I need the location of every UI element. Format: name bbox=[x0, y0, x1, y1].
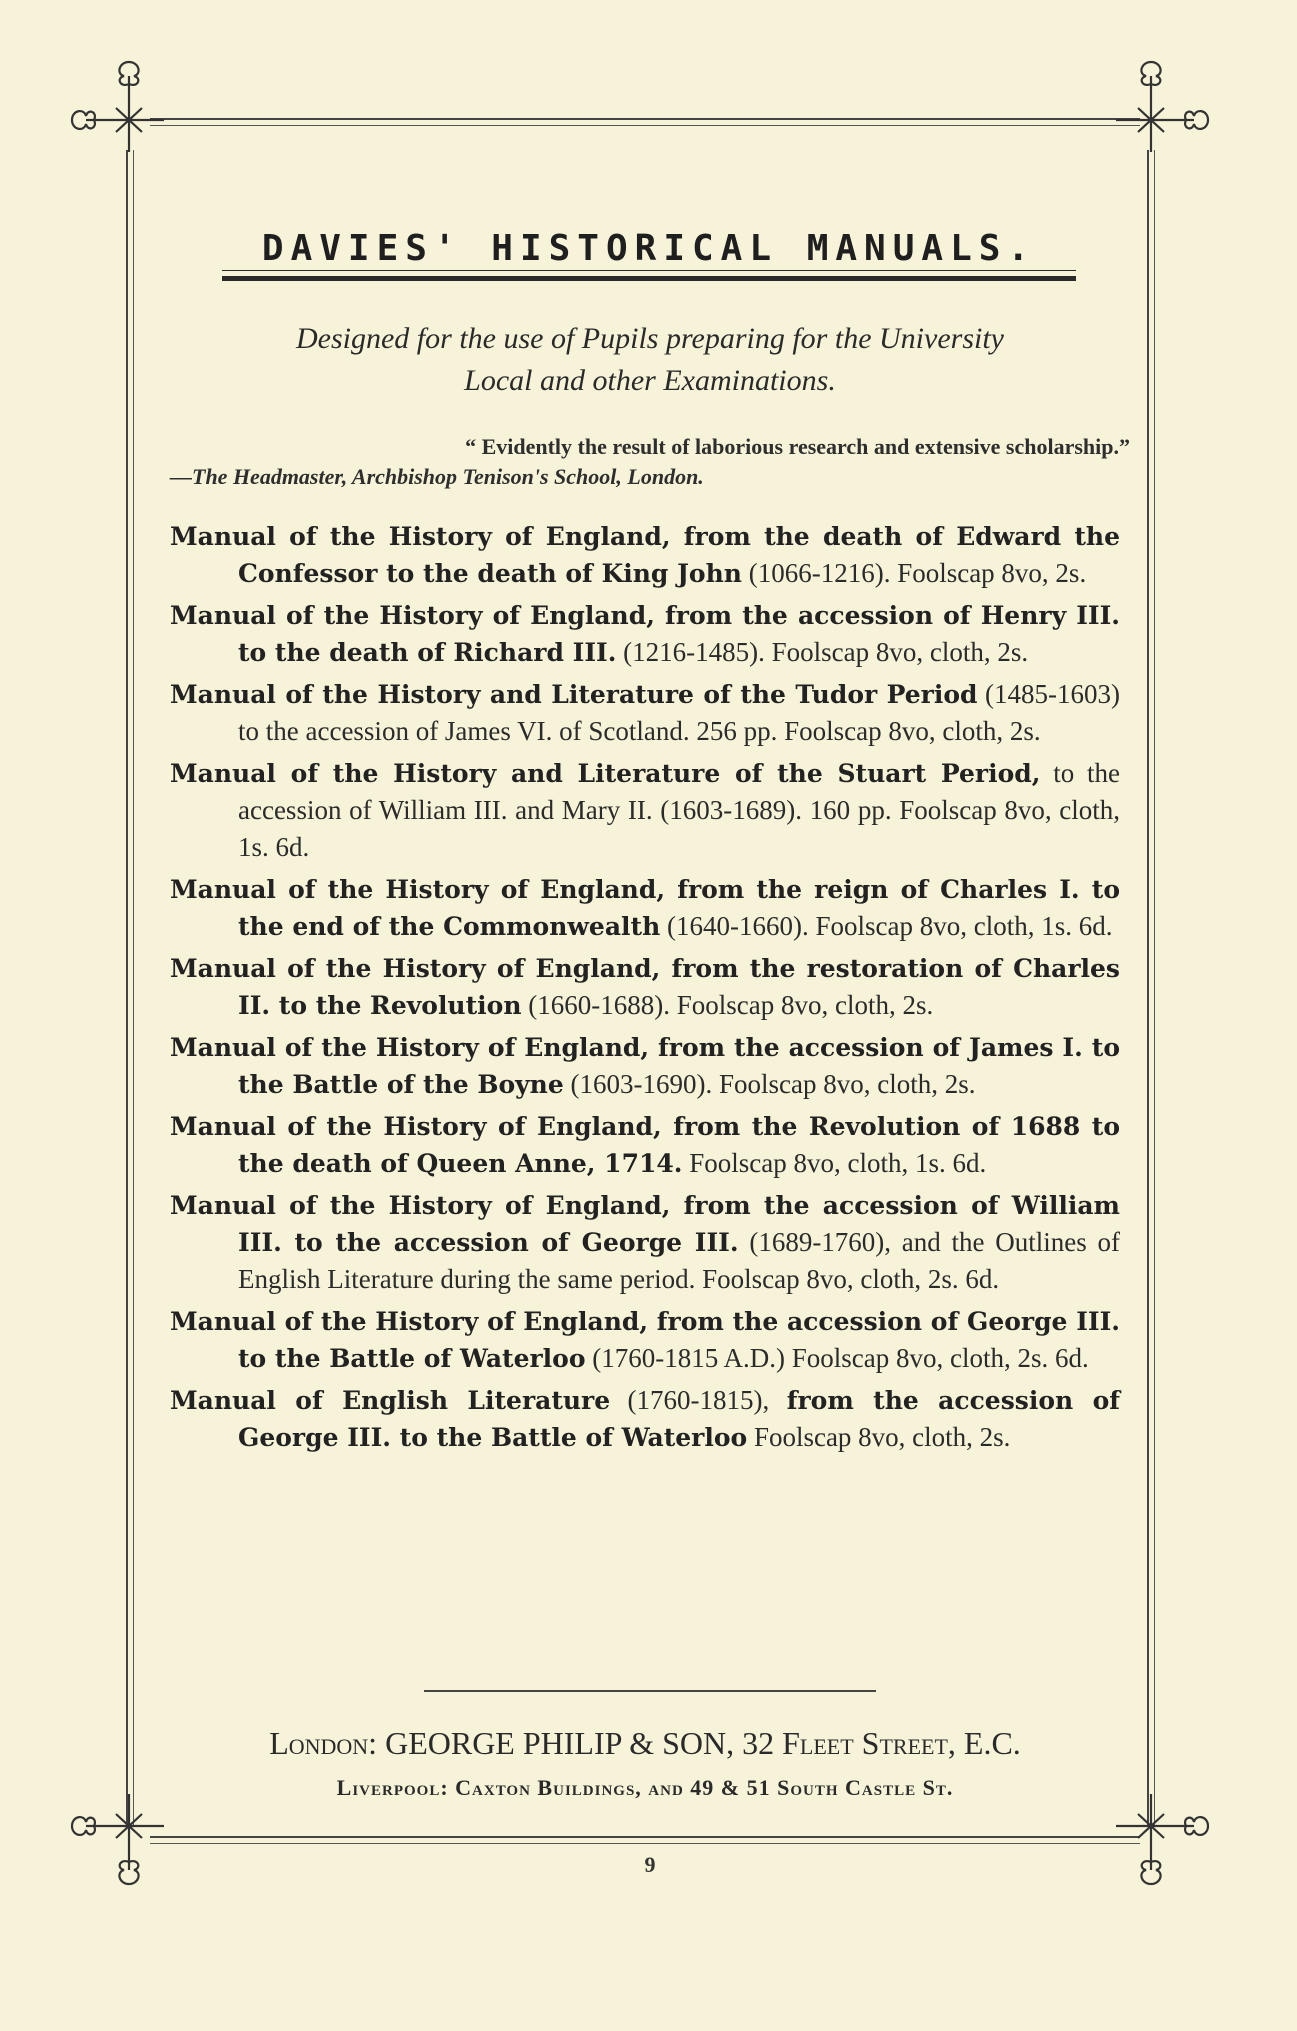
list-item bbox=[170, 871, 1120, 945]
publisher-imprint bbox=[160, 1725, 1130, 1762]
entry-details: (1660-1688). Foolscap 8vo, cloth, 2s. bbox=[521, 990, 934, 1020]
fleuron-corner-ornament-icon bbox=[64, 52, 174, 162]
entry-details: (1760-1815), bbox=[610, 1385, 787, 1415]
entry-title: Manual of the History and Literature of the Tudor Period bbox=[170, 680, 978, 709]
separator-rule bbox=[424, 1690, 876, 1692]
testimonial-attribution: —The Headmaster, Archbishop Tenison's School, London. bbox=[170, 464, 704, 489]
entry-title: Manual of the History of England, from the death of Edward the Confessor to the death of King John bbox=[170, 522, 1120, 588]
entry-title: Manual of the History of England, from the Revolution of 1688 to the death of Queen Anne, 1714. bbox=[170, 1112, 1120, 1178]
list-item bbox=[170, 1303, 1120, 1377]
entry-title: Manual of the History of England, from the restoration of Charles II. to the Revolution bbox=[170, 954, 1120, 1020]
list-item bbox=[170, 1029, 1120, 1103]
page-number: 9 bbox=[644, 1852, 656, 1877]
entry-details: (1485-1603) to the accession of James VI. of Scotland. 256 pp. Foolscap 8vo, cloth, 2s. bbox=[238, 679, 1120, 746]
entry-title: Manual of the History of England, from the accession of George III. to the Battle of Waterloo bbox=[170, 1307, 1120, 1373]
entry-title: from the accession of George III. to the Battle of Waterloo bbox=[238, 1386, 1120, 1452]
list-item bbox=[170, 676, 1120, 750]
top-border-line bbox=[150, 118, 1140, 120]
page-title: DAVIES' HISTORICAL MANUALS. bbox=[261, 228, 1037, 269]
subtitle bbox=[170, 318, 1130, 402]
entry-title: Manual of the History of England, from the accession of Henry III. to the death of Richard III. bbox=[170, 601, 1120, 667]
right-border-line bbox=[1147, 150, 1149, 1826]
list-item bbox=[170, 1108, 1120, 1182]
left-border-line-inner bbox=[133, 150, 134, 1826]
imprint-publisher: GEORGE PHILIP & SON, 32 bbox=[377, 1725, 783, 1761]
entry-details: (1689-1760), and the Outlines of English Literature during the same period. Foolscap 8vo, cloth, 2s. 6d. bbox=[238, 1227, 1120, 1294]
list-item bbox=[170, 755, 1120, 866]
title-underline-thin bbox=[222, 270, 1076, 271]
entry-title: Manual of the History of England, from the reign of Charles I. to the end of the Commonwealth bbox=[170, 875, 1120, 941]
list-item bbox=[170, 1382, 1120, 1456]
manuals-list bbox=[170, 518, 1120, 1461]
list-item bbox=[170, 1187, 1120, 1298]
entry-details: (1216-1485). Foolscap 8vo, cloth, 2s. bbox=[616, 637, 1029, 667]
list-item bbox=[170, 597, 1120, 671]
entry-details: Foolscap 8vo, cloth, 1s. 6d. bbox=[682, 1148, 987, 1178]
right-border-line-inner bbox=[1154, 150, 1155, 1826]
entry-details: (1640-1660). Foolscap 8vo, cloth, 1s. 6d. bbox=[660, 911, 1113, 941]
bottom-border-line bbox=[150, 1836, 1140, 1838]
bottom-border-line-inner bbox=[150, 1843, 1140, 1844]
list-item bbox=[170, 950, 1120, 1024]
entry-details: Foolscap 8vo, cloth, 2s. bbox=[747, 1422, 1011, 1452]
imprint-street: Fleet Street, E.C. bbox=[782, 1725, 1021, 1761]
entry-title: Manual of English Literature bbox=[170, 1386, 611, 1415]
entry-details: (1760-1815 A.D.) Foolscap 8vo, cloth, 2s. 6d. bbox=[585, 1343, 1089, 1373]
testimonial-quote: “ Evidently the result of laborious research and extensive scholarship.” bbox=[465, 434, 1130, 459]
entry-title: Manual of the History of England, from the accession of James I. to the Battle of the Boyne bbox=[170, 1033, 1120, 1099]
entry-details: to the accession of William III. and Mary II. (1603-1689). 160 pp. Foolscap 8vo, cloth, 1s. 6d. bbox=[238, 758, 1120, 862]
entry-title: Manual of the History of England, from the accession of William III. to the accession of George III. bbox=[170, 1191, 1120, 1257]
entry-title: Manual of the History and Literature of the Stuart Period, bbox=[170, 759, 1041, 788]
imprint-city: London: bbox=[269, 1725, 378, 1761]
subtitle-line: Designed for the use of Pupils preparing for the University bbox=[296, 322, 1004, 355]
subtitle-line: Local and other Examinations. bbox=[464, 364, 836, 397]
entry-details: (1603-1690). Foolscap 8vo, cloth, 2s. bbox=[563, 1069, 976, 1099]
left-border-line bbox=[126, 150, 128, 1826]
title-underline bbox=[222, 276, 1076, 281]
top-border-line-inner bbox=[150, 125, 1140, 126]
fleuron-corner-ornament-icon bbox=[1106, 52, 1216, 162]
entry-details: (1066-1216). Foolscap 8vo, 2s. bbox=[741, 558, 1087, 588]
fleuron-corner-ornament-icon bbox=[64, 1784, 174, 1894]
list-item bbox=[170, 518, 1120, 592]
publisher-imprint-secondary: Liverpool: Caxton Buildings, and 49 & 51 South Castle St. bbox=[336, 1775, 954, 1800]
